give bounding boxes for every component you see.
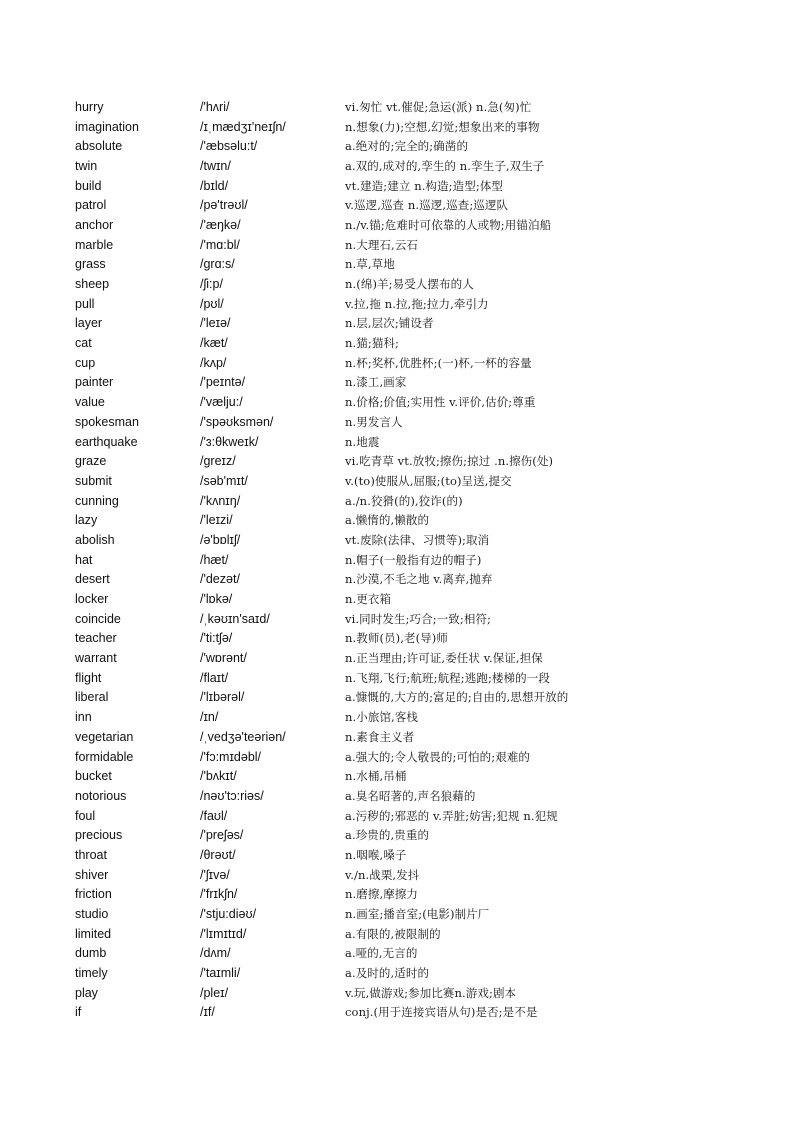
entry-definition: vi.吃青草 vt.放牧;擦伤;掠过 .n.擦伤(处) xyxy=(345,454,554,469)
entry-phonetic: /flaɪt/ xyxy=(200,670,229,685)
entry-word: twin xyxy=(75,158,98,173)
vocab-entry xyxy=(75,432,775,452)
entry-phonetic: /'peɪntə/ xyxy=(200,375,246,390)
entry-word: throat xyxy=(75,847,107,862)
entry-phonetic: /'preʃəs/ xyxy=(200,828,244,843)
entry-word: formidable xyxy=(75,749,134,764)
entry-word: inn xyxy=(75,710,92,725)
entry-definition: n.教师(员),老(导)师 xyxy=(345,631,448,646)
entry-word: imagination xyxy=(75,119,139,134)
vocab-entry xyxy=(75,648,775,668)
entry-definition: a.强大的;令人敬畏的;可怕的;艰难的 xyxy=(345,749,531,764)
entry-word: liberal xyxy=(75,690,109,705)
vocab-entry xyxy=(75,392,775,412)
entry-phonetic: /'wɒrənt/ xyxy=(200,651,247,666)
entry-definition: v./n.战栗,发抖 xyxy=(345,867,420,882)
entry-definition: n.沙漠,不毛之地 v.离弃,抛弃 xyxy=(345,572,493,587)
entry-word: anchor xyxy=(75,217,114,232)
entry-word: absolute xyxy=(75,139,123,154)
vocab-entry xyxy=(75,806,775,826)
entry-word: desert xyxy=(75,572,110,587)
entry-definition: vt.废除(法律、习惯等);取消 xyxy=(345,532,490,547)
entry-word: foul xyxy=(75,808,96,823)
vocab-entry xyxy=(75,727,775,747)
vocabulary-list xyxy=(75,97,775,1022)
entry-word: teacher xyxy=(75,631,117,646)
entry-definition: a.有限的,被限制的 xyxy=(345,926,441,941)
entry-phonetic: /'leɪə/ xyxy=(200,316,231,331)
entry-word: play xyxy=(75,985,98,1000)
entry-definition: n.草,草地 xyxy=(345,257,395,272)
entry-definition: a.哑的,无言的 xyxy=(345,946,418,961)
vocab-entry xyxy=(75,97,775,117)
vocab-entry xyxy=(75,668,775,688)
vocab-entry xyxy=(75,156,775,176)
entry-definition: n.小旅馆,客栈 xyxy=(345,710,419,725)
vocab-entry xyxy=(75,707,775,727)
vocab-entry xyxy=(75,412,775,432)
entry-definition: n.杯;奖杯,优胜杯;(一)杯,一杯的容量 xyxy=(345,355,532,370)
vocab-entry xyxy=(75,510,775,530)
entry-word: vegetarian xyxy=(75,729,134,744)
entry-word: graze xyxy=(75,454,107,469)
entry-word: notorious xyxy=(75,788,127,803)
vocab-entry xyxy=(75,845,775,865)
entry-definition: n.(绵)羊;易受人摆布的人 xyxy=(345,277,474,292)
entry-phonetic: /'ɜ:θkweɪk/ xyxy=(200,434,259,449)
entry-definition: v.拉,拖 n.拉,拖;拉力,牵引力 xyxy=(345,296,489,311)
vocab-entry xyxy=(75,629,775,649)
vocab-entry xyxy=(75,963,775,983)
entry-definition: v.玩,做游戏;参加比赛n.游戏;剧本 xyxy=(345,985,517,1000)
vocab-entry xyxy=(75,353,775,373)
entry-word: timely xyxy=(75,966,108,981)
entry-definition: n.想象(力);空想,幻觉;想象出来的事物 xyxy=(345,119,540,134)
entry-word: build xyxy=(75,178,102,193)
entry-phonetic: /ɪn/ xyxy=(200,710,219,725)
entry-phonetic: /'bʌkɪt/ xyxy=(200,769,237,784)
entry-phonetic: /ˌvedʒə'teəriən/ xyxy=(200,729,286,744)
entry-phonetic: /bɪld/ xyxy=(200,178,229,193)
entry-word: abolish xyxy=(75,532,115,547)
entry-definition: n.男发言人 xyxy=(345,414,403,429)
entry-word: warrant xyxy=(75,651,117,666)
vocab-entry xyxy=(75,471,775,491)
entry-definition: n.画室;播音室;(电影)制片厂 xyxy=(345,907,490,922)
entry-word: layer xyxy=(75,316,103,331)
entry-definition: a.懒惰的,懒散的 xyxy=(345,513,430,528)
entry-definition: n./v.锚;危难时可依靠的人或物;用锚泊船 xyxy=(345,217,552,232)
vocab-entry xyxy=(75,885,775,905)
entry-definition: a.及时的,适时的 xyxy=(345,966,430,981)
entry-word: value xyxy=(75,395,105,410)
entry-phonetic: /'æbsəlu:t/ xyxy=(200,139,258,154)
entry-word: marble xyxy=(75,237,114,252)
entry-word: locker xyxy=(75,592,109,607)
entry-phonetic: /ə'bɒlɪʃ/ xyxy=(200,532,241,547)
vocab-entry xyxy=(75,294,775,314)
entry-definition: a.绝对的;完全的;确凿的 xyxy=(345,139,469,154)
entry-phonetic: /'frɪkʃn/ xyxy=(200,887,238,902)
entry-word: if xyxy=(75,1005,82,1020)
entry-definition: n.更衣箱 xyxy=(345,592,392,607)
vocab-entry xyxy=(75,333,775,353)
entry-definition: a.双的,成对的,孪生的 n.孪生子,双生子 xyxy=(345,158,545,173)
vocab-entry xyxy=(75,609,775,629)
entry-phonetic: /'stju:diəʊ/ xyxy=(200,907,257,922)
vocab-entry xyxy=(75,865,775,885)
entry-word: bucket xyxy=(75,769,112,784)
vocab-entry xyxy=(75,589,775,609)
vocab-entry xyxy=(75,550,775,570)
entry-word: studio xyxy=(75,907,109,922)
entry-definition: a.珍贵的,贵重的 xyxy=(345,828,430,843)
vocab-entry xyxy=(75,904,775,924)
entry-word: limited xyxy=(75,926,112,941)
vocab-entry xyxy=(75,176,775,196)
vocab-entry xyxy=(75,924,775,944)
entry-phonetic: /'mɑ:bl/ xyxy=(200,237,240,252)
entry-word: pull xyxy=(75,296,95,311)
entry-word: sheep xyxy=(75,277,110,292)
vocab-entry xyxy=(75,195,775,215)
entry-definition: a.慷慨的,大方的;富足的;自由的,思想开放的 xyxy=(345,690,569,705)
entry-word: submit xyxy=(75,473,112,488)
entry-word: spokesman xyxy=(75,414,139,429)
entry-word: precious xyxy=(75,828,123,843)
entry-word: coincide xyxy=(75,611,121,626)
entry-word: cunning xyxy=(75,493,119,508)
entry-phonetic: /hæt/ xyxy=(200,552,229,567)
entry-phonetic: /'fɔ:mɪdəbl/ xyxy=(200,749,262,764)
entry-word: hurry xyxy=(75,99,104,114)
entry-phonetic: /'kʌnɪŋ/ xyxy=(200,493,241,508)
entry-word: friction xyxy=(75,887,112,902)
entry-word: lazy xyxy=(75,513,98,528)
entry-definition: vt.建造;建立 n.构造;造型;体型 xyxy=(345,178,504,193)
vocab-entry xyxy=(75,274,775,294)
entry-phonetic: /pə'trəʊl/ xyxy=(200,198,248,213)
vocab-entry xyxy=(75,451,775,471)
entry-definition: n.磨擦,摩擦力 xyxy=(345,887,419,902)
entry-phonetic: /dʌm/ xyxy=(200,946,231,961)
entry-phonetic: /'lɒkə/ xyxy=(200,592,233,607)
entry-definition: n.漆工,画家 xyxy=(345,375,407,390)
entry-phonetic: /ɪˌmædʒɪ'neɪʃn/ xyxy=(200,119,286,134)
entry-phonetic: /'dezət/ xyxy=(200,572,240,587)
entry-phonetic: /'leɪzi/ xyxy=(200,513,233,528)
entry-definition: a.污秽的;邪恶的 v.弄脏;妨害;犯规 n.犯规 xyxy=(345,808,558,823)
entry-definition: a./n.狡猾(的),狡诈(的) xyxy=(345,493,463,508)
vocab-entry xyxy=(75,117,775,137)
entry-phonetic: /pleɪ/ xyxy=(200,985,229,1000)
entry-phonetic: /nəʊ'tɔ:riəs/ xyxy=(200,788,264,803)
vocab-entry xyxy=(75,983,775,1003)
entry-definition: n.水桶,吊桶 xyxy=(345,769,407,784)
entry-phonetic: /grɑ:s/ xyxy=(200,257,235,272)
entry-word: hat xyxy=(75,552,93,567)
entry-phonetic: /'ʃɪvə/ xyxy=(200,867,230,882)
vocab-entry xyxy=(75,786,775,806)
entry-definition: n.素食主义者 xyxy=(345,729,415,744)
entry-definition: n.猫;猫科; xyxy=(345,336,400,351)
entry-definition: n.价格;价值;实用性 v.评价,估价;尊重 xyxy=(345,395,536,410)
entry-definition: n.帽子(一般指有边的帽子) xyxy=(345,552,482,567)
entry-definition: v.(to)使服从,屈服;(to)呈送,提交 xyxy=(345,473,512,488)
entry-word: patrol xyxy=(75,198,107,213)
entry-definition: vi.同时发生;巧合;一致;相符; xyxy=(345,611,492,626)
entry-word: cat xyxy=(75,336,92,351)
entry-phonetic: /θrəʊt/ xyxy=(200,847,236,862)
entry-word: flight xyxy=(75,670,102,685)
entry-phonetic: /səb'mɪt/ xyxy=(200,473,248,488)
vocab-entry xyxy=(75,491,775,511)
entry-phonetic: /ˌkəʊɪn'saɪd/ xyxy=(200,611,270,626)
entry-word: shiver xyxy=(75,867,109,882)
vocab-entry xyxy=(75,944,775,964)
vocab-entry xyxy=(75,373,775,393)
vocab-entry xyxy=(75,235,775,255)
entry-phonetic: /kʌp/ xyxy=(200,355,227,370)
vocab-entry xyxy=(75,688,775,708)
entry-definition: n.地震 xyxy=(345,434,380,449)
entry-phonetic: /'taɪmli/ xyxy=(200,966,241,981)
entry-phonetic: /twɪn/ xyxy=(200,158,231,173)
entry-phonetic: /'lɪmɪtɪd/ xyxy=(200,926,247,941)
vocab-entry xyxy=(75,766,775,786)
vocab-entry xyxy=(75,747,775,767)
entry-phonetic: /ʃi:p/ xyxy=(200,277,223,292)
entry-phonetic: /kæt/ xyxy=(200,336,228,351)
entry-definition: n.正当理由;许可证,委任状 v.保证,担保 xyxy=(345,651,543,666)
vocab-entry xyxy=(75,570,775,590)
entry-word: painter xyxy=(75,375,114,390)
vocab-entry xyxy=(75,1003,775,1023)
vocab-entry xyxy=(75,530,775,550)
entry-phonetic: /'spəʊksmən/ xyxy=(200,414,274,429)
entry-definition: vi.匆忙 vt.催促;急运(派) n.急(匆)忙 xyxy=(345,99,532,114)
entry-definition: a.臭名昭著的,声名狼藉的 xyxy=(345,788,476,803)
entry-definition: n.咽喉,嗓子 xyxy=(345,847,407,862)
entry-phonetic: /'æŋkə/ xyxy=(200,217,241,232)
entry-definition: n.飞翔,飞行;航班;航程;逃跑;楼梯的一段 xyxy=(345,670,550,685)
entry-definition: n.大理石,云石 xyxy=(345,237,419,252)
vocab-entry xyxy=(75,825,775,845)
entry-phonetic: /ɪf/ xyxy=(200,1005,215,1020)
vocab-entry xyxy=(75,136,775,156)
entry-word: grass xyxy=(75,257,106,272)
entry-phonetic: /'ti:tʃə/ xyxy=(200,631,233,646)
entry-definition: n.层,层次;铺设者 xyxy=(345,316,434,331)
vocab-entry xyxy=(75,314,775,334)
vocab-entry xyxy=(75,215,775,235)
entry-phonetic: /faʊl/ xyxy=(200,808,228,823)
entry-definition: conj.(用于连接宾语从句)是否;是不是 xyxy=(345,1005,538,1020)
entry-phonetic: /'lɪbərəl/ xyxy=(200,690,245,705)
entry-word: earthquake xyxy=(75,434,138,449)
vocab-entry xyxy=(75,255,775,275)
entry-phonetic: /'vælju:/ xyxy=(200,395,243,410)
entry-phonetic: /'hʌri/ xyxy=(200,99,230,114)
entry-phonetic: /greɪz/ xyxy=(200,454,236,469)
entry-word: cup xyxy=(75,355,96,370)
entry-word: dumb xyxy=(75,946,107,961)
entry-definition: v.巡逻,巡查 n.巡逻,巡查;巡逻队 xyxy=(345,198,509,213)
entry-phonetic: /pʊl/ xyxy=(200,296,224,311)
